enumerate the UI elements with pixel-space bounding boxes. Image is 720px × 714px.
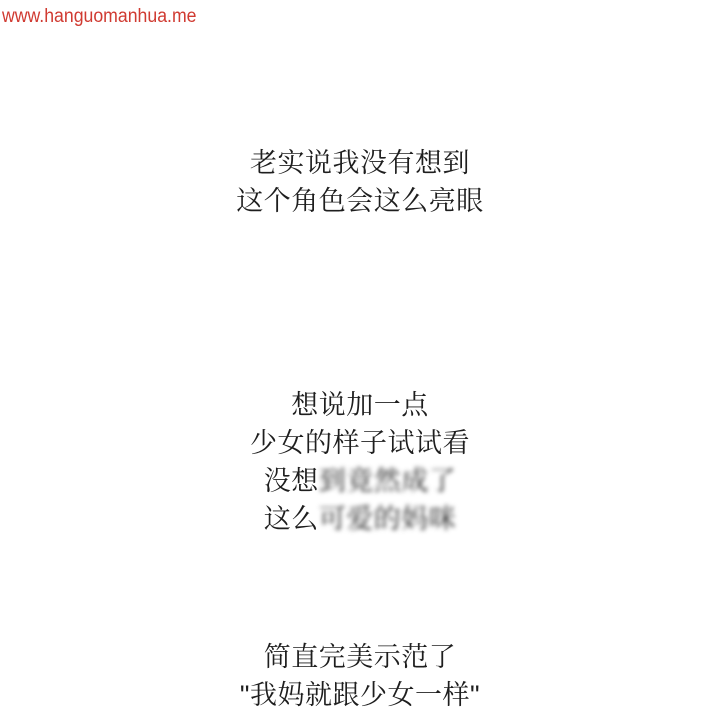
speech-line-blurred-part: 可爱的妈咪 bbox=[318, 504, 457, 534]
speech-line: 这个角色会这么亮眼 bbox=[236, 186, 484, 216]
speech-line: 想说加一点 bbox=[291, 390, 429, 420]
site-watermark: www.hanguomanhua.me bbox=[2, 6, 197, 27]
speech-text-block-1 bbox=[0, 144, 720, 220]
speech-line-sharp-part: 没想 bbox=[263, 466, 319, 496]
speech-line: 简直完美示范了 bbox=[263, 642, 457, 672]
speech-line-blurred-part: 到竟然成了 bbox=[318, 466, 457, 496]
speech-line: 老实说我没有想到 bbox=[250, 148, 470, 178]
speech-text-block-2 bbox=[0, 386, 720, 538]
speech-line-quoted: "我妈就跟少女一样" bbox=[239, 680, 481, 710]
speech-line: 少女的样子试试看 bbox=[250, 428, 470, 458]
speech-text-block-3 bbox=[0, 638, 720, 714]
speech-line-partially-blurred bbox=[0, 500, 720, 538]
speech-line-partially-blurred bbox=[0, 462, 720, 500]
speech-line-sharp-part: 这么 bbox=[263, 504, 319, 534]
